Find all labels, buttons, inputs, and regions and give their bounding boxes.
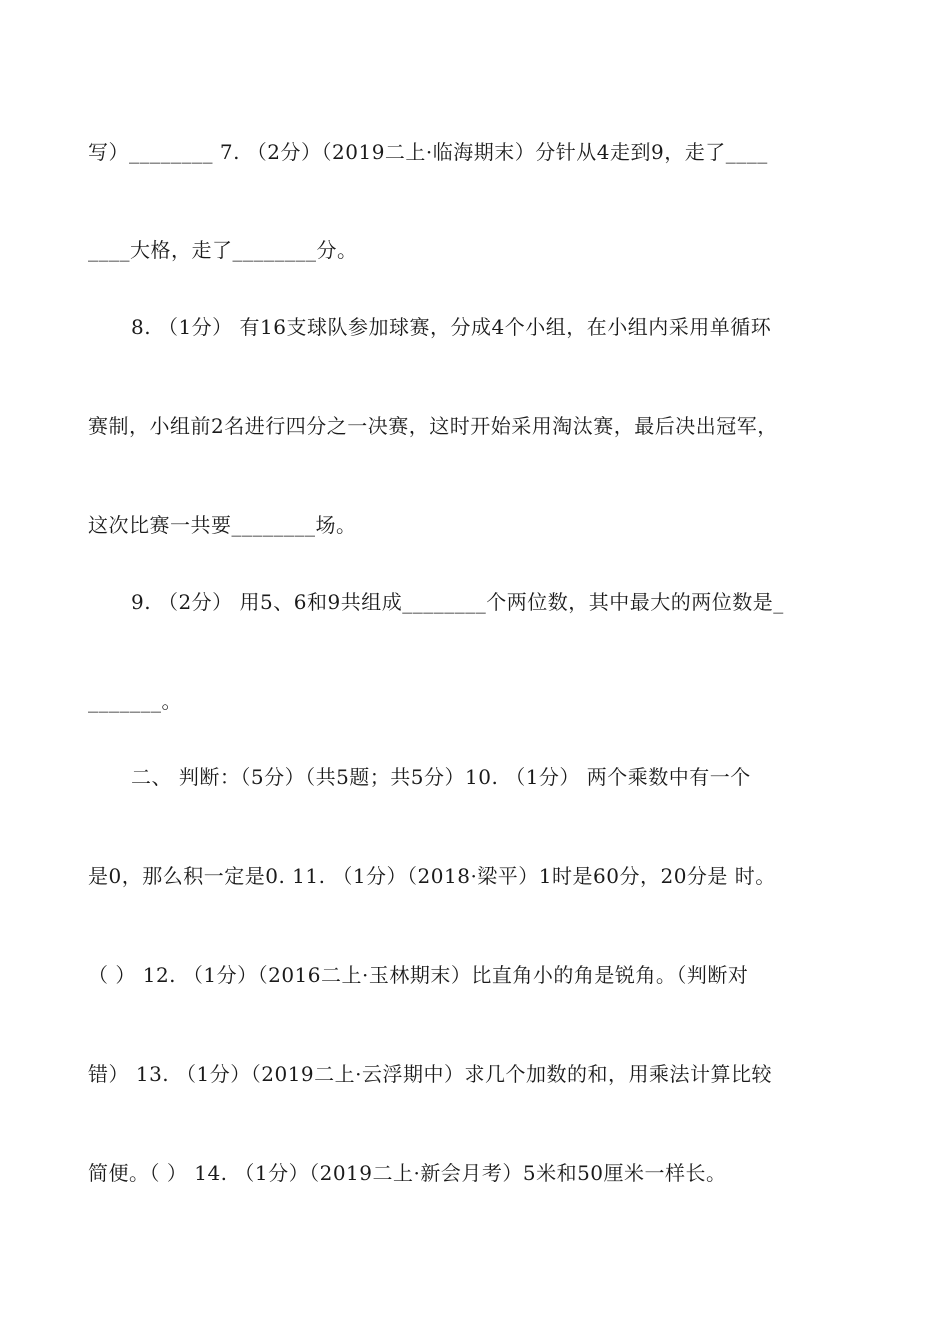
text-line-1: 写）________ 7. （2分）（2019二上·临海期末）分针从4走到9，走了____	[88, 140, 768, 164]
question-8-line-2: 赛制，小组前2名进行四分之一决赛，这时开始采用淘汰赛，最后决出冠军，	[88, 414, 778, 438]
section-2-heading-line: 二、 判断：（5分）（共5题；共5分）10. （1分） 两个乘数中有一个	[131, 765, 751, 789]
question-9-line-2: _______。	[88, 689, 182, 713]
question-12-line: （ ） 12. （1分）（2016二上·玉林期末）比直角小的角是锐角。（判断对	[88, 963, 749, 987]
question-10-11-line: 是0，那么积一定是0. 11. （1分）（2018·梁平）1时是60分，20分是 时。	[88, 864, 776, 888]
question-14-line: 简便。（ ） 14. （1分）（2019二上·新会月考）5米和50厘米一样长。	[88, 1161, 727, 1185]
question-9-line-1: 9. （2分） 用5、6和9共组成________个两位数，其中最大的两位数是_	[131, 590, 784, 614]
text-line-2: ____大格，走了________分。	[88, 238, 358, 262]
question-8-line-3: 这次比赛一共要________场。	[88, 513, 357, 537]
question-13-line: 错） 13. （1分）（2019二上·云浮期中）求几个加数的和，用乘法计算比较	[88, 1062, 773, 1086]
question-8-line-1: 8. （1分） 有16支球队参加球赛，分成4个小组，在小组内采用单循环	[131, 315, 772, 339]
